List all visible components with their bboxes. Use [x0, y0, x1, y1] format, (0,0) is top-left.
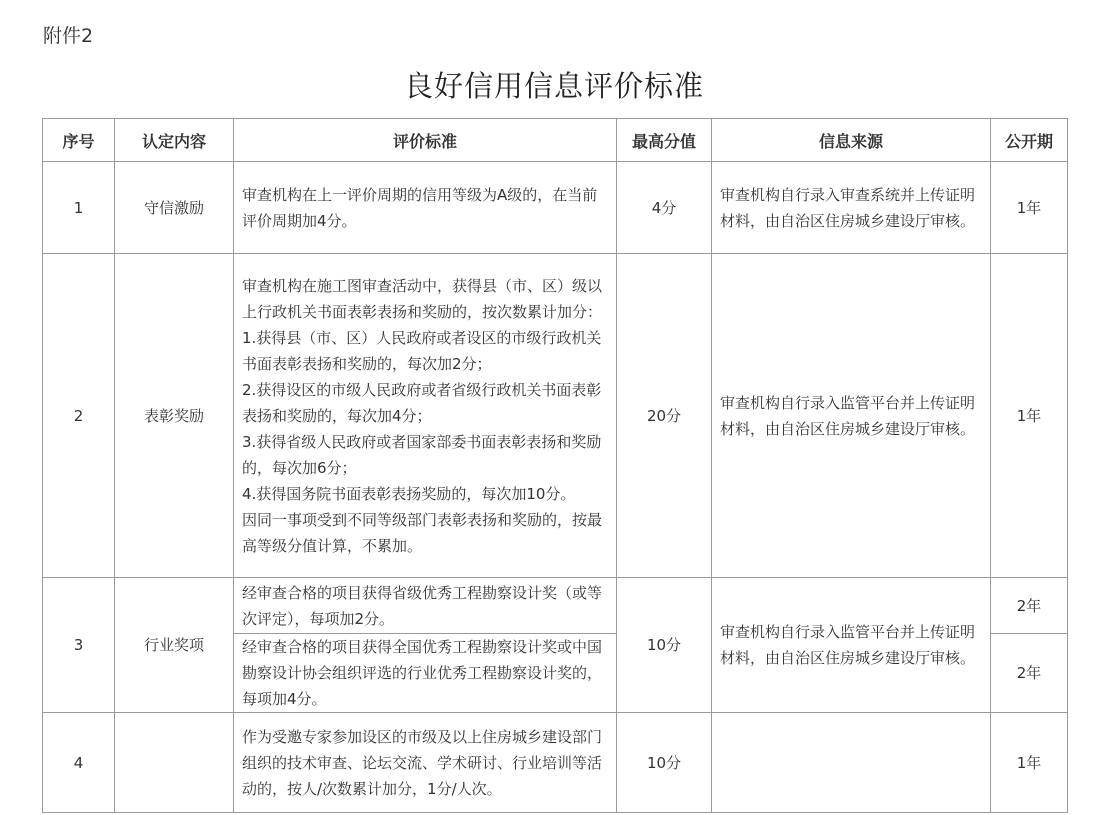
row-content: 行业奖项: [115, 578, 234, 713]
row-period: 1年: [991, 254, 1068, 578]
header-content: 认定内容: [115, 119, 234, 162]
header-source: 信息来源: [712, 119, 991, 162]
attachment-label: 附件2: [43, 25, 94, 47]
row-no: 2: [43, 254, 115, 578]
criteria-line: 1.获得县（市、区）人民政府或者设区的市级行政机关书面表彰表扬和奖励的，每次加2分；: [242, 328, 602, 373]
header-no: 序号: [43, 119, 115, 162]
row-no: 4: [43, 713, 115, 813]
table-row: [43, 713, 1068, 813]
criteria-line: 因同一事项受到不同等级部门表彰表扬和奖励的，按最高等级分值计算，不累加。: [242, 510, 603, 555]
table-header-row: [43, 119, 1068, 162]
row-criteria: 审查机构在上一评价周期的信用等级为A级的，在当前评价周期加4分。: [234, 162, 617, 254]
row-criteria: 作为受邀专家参加设区的市级及以上住房城乡建设部门组织的技术审查、论坛交流、学术研讨、行业培训等活动的，按人/次数累计加分，1分/人次。: [234, 713, 617, 813]
row-max-score: 10分: [617, 713, 712, 813]
row-period: 2年: [991, 578, 1068, 634]
row-no: 1: [43, 162, 115, 254]
row-source: 审查机构自行录入审查系统并上传证明材料，由自治区住房城乡建设厅审核。: [712, 162, 991, 254]
criteria-line: 2.获得设区的市级人民政府或者省级行政机关书面表彰表扬和奖励的，每次加4分；: [242, 380, 602, 425]
row-content: [115, 713, 234, 813]
row-max-score: 20分: [617, 254, 712, 578]
row-criteria: 经审查合格的项目获得省级优秀工程勘察设计奖（或等次评定），每项加2分。: [234, 578, 617, 634]
row-max-score: 10分: [617, 578, 712, 713]
header-period: 公开期: [991, 119, 1068, 162]
criteria-line: 审查机构在施工图审查活动中，获得县（市、区）级以上行政机关书面表彰表扬和奖励的，按次数累计加分：: [242, 276, 603, 321]
criteria-line: 3.获得省级人民政府或者国家部委书面表彰表扬和奖励的，每次加6分；: [242, 432, 602, 477]
row-content: 守信激励: [115, 162, 234, 254]
row-source: [712, 713, 991, 813]
row-content: 表彰奖励: [115, 254, 234, 578]
table-row: [43, 254, 1068, 578]
row-period: 1年: [991, 162, 1068, 254]
row-criteria: 经审查合格的项目获得全国优秀工程勘察设计奖或中国勘察设计协会组织评选的行业优秀工程勘察设计奖的，每项加4分。: [234, 634, 617, 713]
header-criteria: 评价标准: [234, 119, 617, 162]
row-source: 审查机构自行录入监管平台并上传证明材料，由自治区住房城乡建设厅审核。: [712, 254, 991, 578]
table-row: [43, 162, 1068, 254]
table-row: [43, 578, 1068, 634]
row-period: 2年: [991, 634, 1068, 713]
evaluation-table: [42, 118, 1068, 813]
row-source: 审查机构自行录入监管平台并上传证明材料，由自治区住房城乡建设厅审核。: [712, 578, 991, 713]
row-period: 1年: [991, 713, 1068, 813]
row-no: 3: [43, 578, 115, 713]
criteria-line: 4.获得国务院书面表彰表扬奖励的，每次加10分。: [242, 484, 576, 503]
document-title: 良好信用信息评价标准: [403, 69, 704, 103]
row-max-score: 4分: [617, 162, 712, 254]
row-criteria: [234, 254, 617, 578]
header-max-score: 最高分值: [617, 119, 712, 162]
